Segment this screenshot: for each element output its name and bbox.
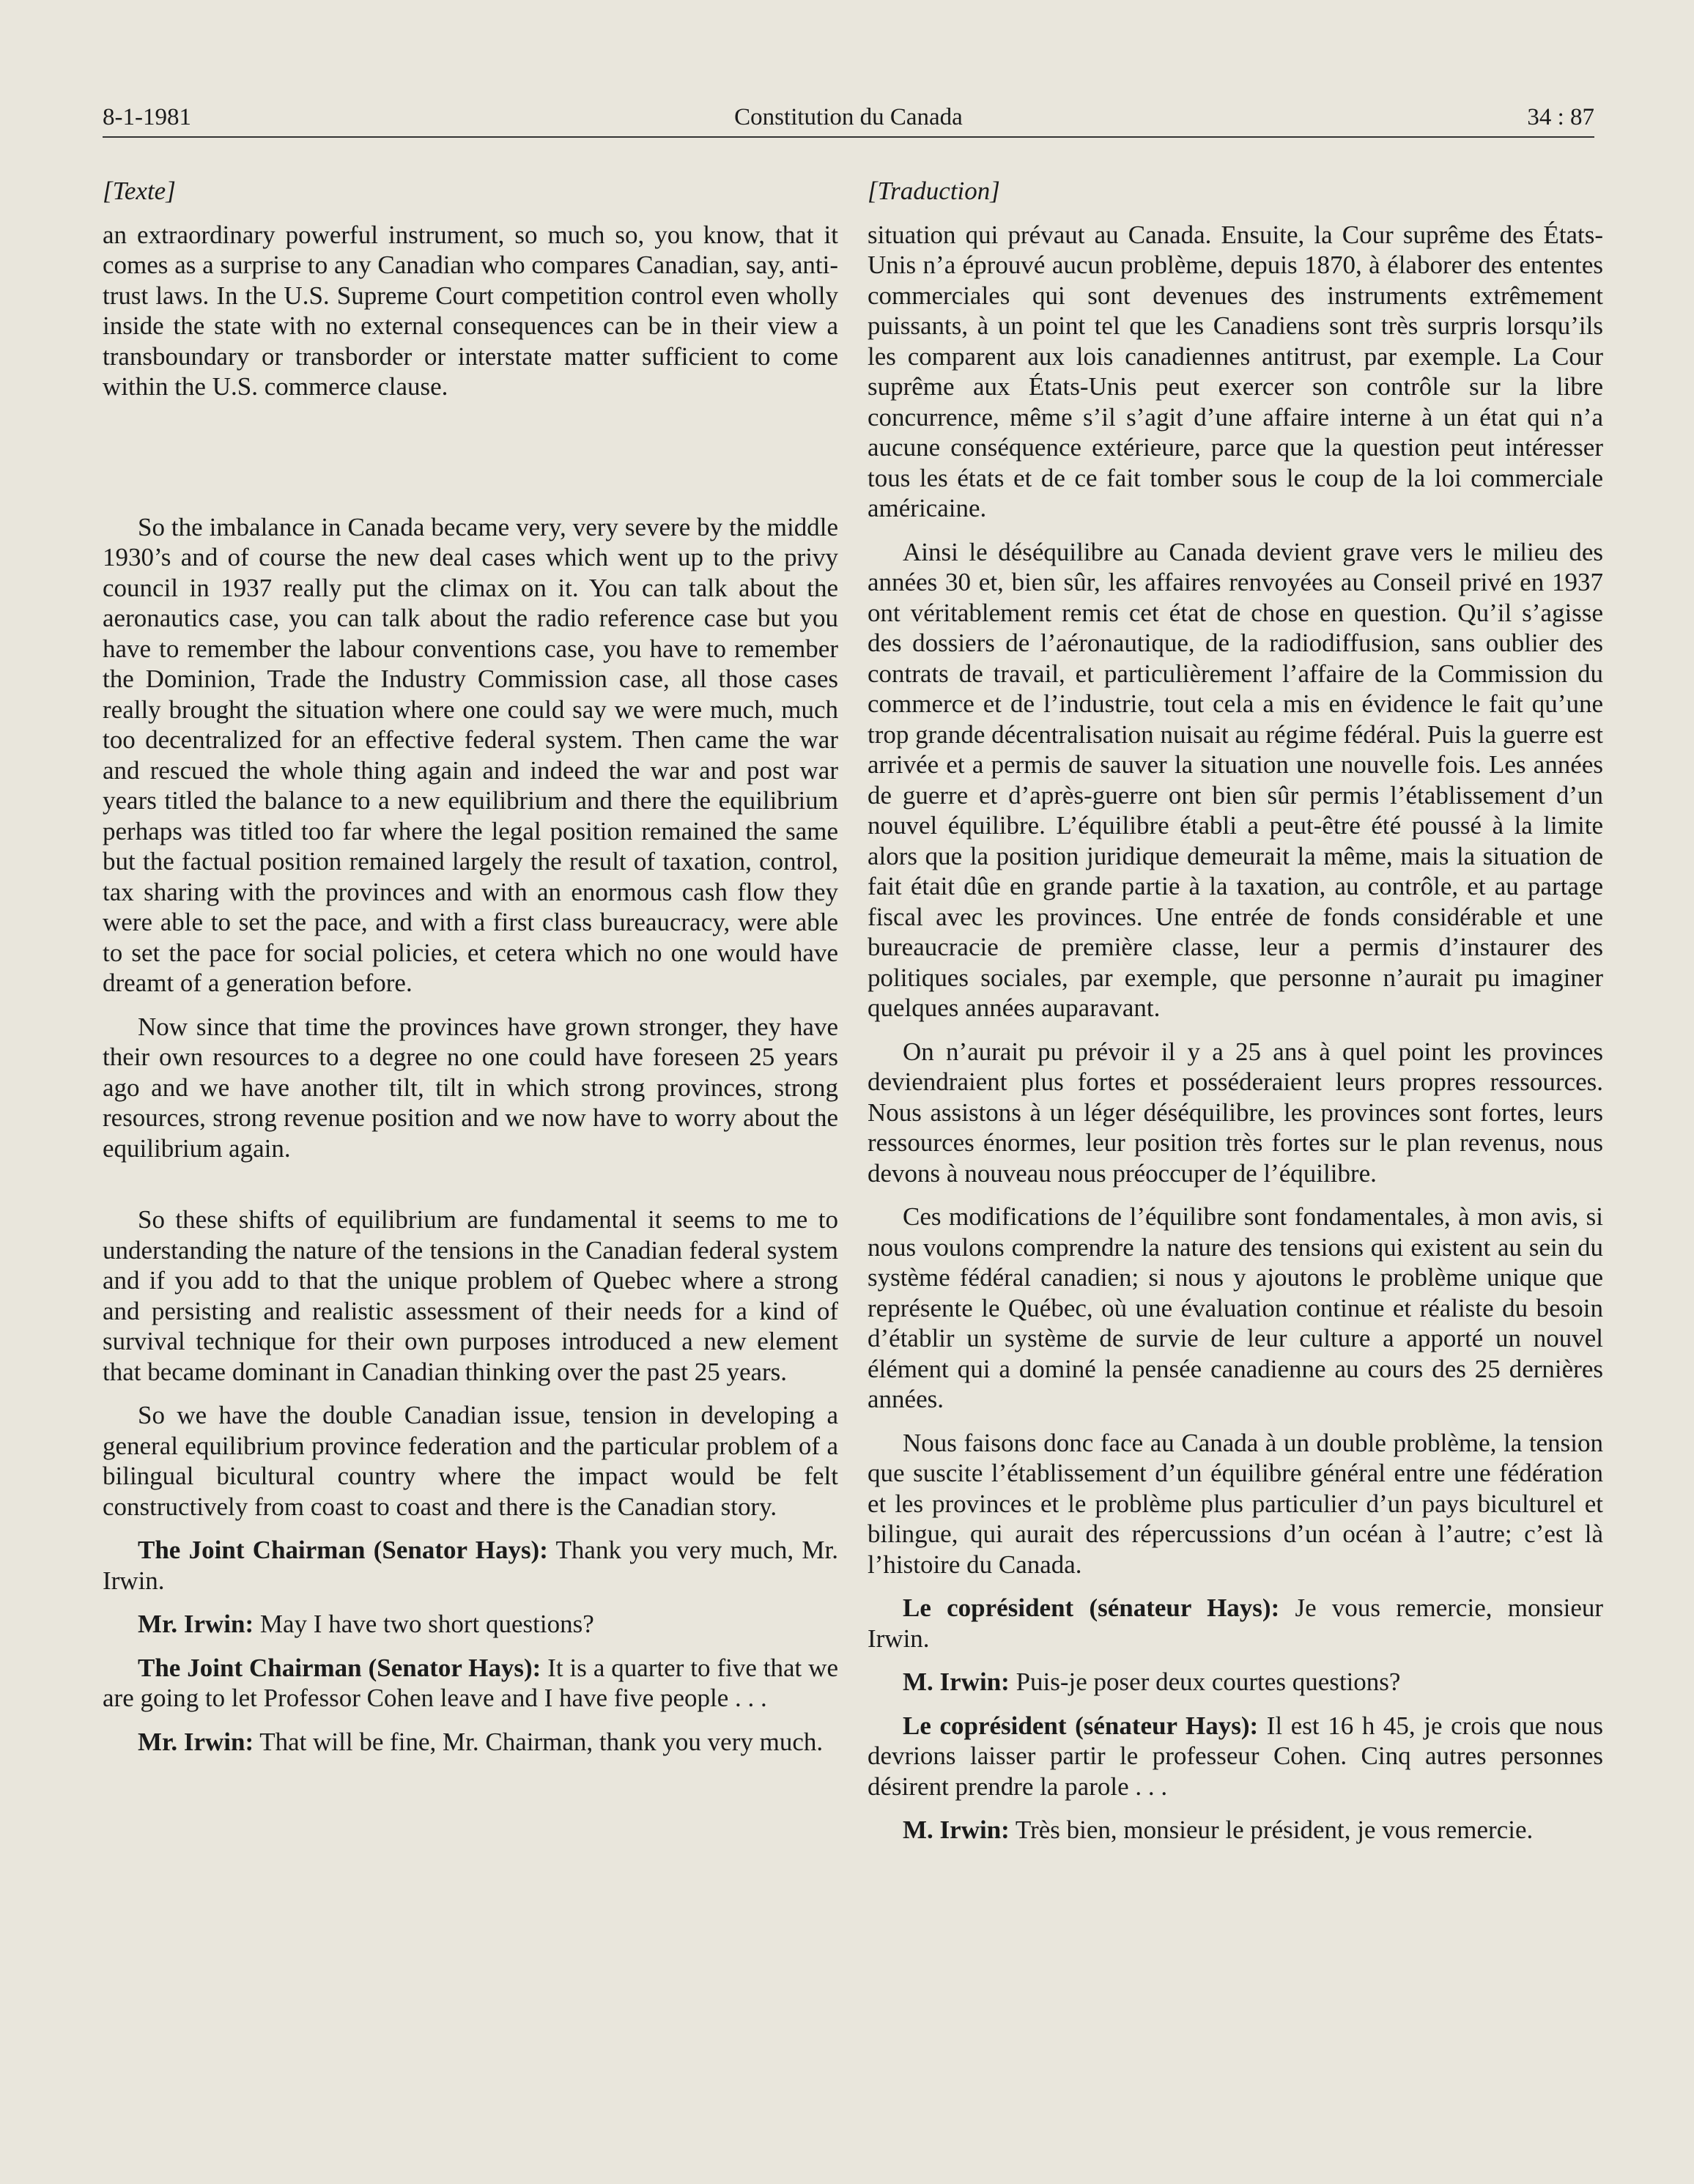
header-page-number: 34 : 87 xyxy=(1527,104,1594,130)
speaker-turn xyxy=(868,1711,1603,1802)
paragraph: Ainsi le déséquilibre au Canada devient grave vers le milieu des années 30 et, bien sûr, les affaires renvoyées au Conseil privé en 1937 ont véritablement remis cet état de chose en question. Qu’il s’agisse des dossiers de l’aéronautique, de la radiodiffusion, sans oublier des contrats de travail, et particulièrement l’affaire de la Commission du commerce et de l’industrie, tout cela a mis en évidence le fait qu’une trop grande décentralisation nuisait au régime fédéral. Puis la guerre est arrivée et a permis de sauver la situation une nouvelle fois. Les années de guerre et d’après-guerre ont bien sûr permis l’établissement d’un nouvel équilibre. L’équilibre établi a peut-être été poussé à la limite alors que la position juridique demeurait la même, mais la situation de fait était dûe en grande partie à la taxation, au contrôle, et au partage fiscal avec les provinces. Une entrée de fonds considérable et une bureaucracie de première classe, leur a permis d’instaurer des politiques sociales, par exemple, que personne n’aurait pu imaginer quelques années auparavant. xyxy=(868,537,1603,1022)
page-header xyxy=(103,104,1594,138)
speech-text: Très bien, monsieur le président, je vous remercie. xyxy=(1009,1815,1534,1844)
paragraph: On n’aurait pu prévoir il y a 25 ans à quel point les provinces deviendraient plus fortes et posséderaient leurs propres ressources. Nous assistons à un léger déséquilibre, les provinces sont fortes, leurs ressources énormes, leur position très fortes sur le plan revenus, nous devons à nouveau nous préoccuper de l’équilibre. xyxy=(868,1037,1603,1188)
paragraph: So we have the double Canadian issue, tension in developing a general equilibrium province federation and the particular problem of a bilingual bicultural country where the impact would be felt constructively from coast to coast and there is the Canadian story. xyxy=(103,1401,838,1521)
speaker-turn xyxy=(868,1667,1603,1698)
header-date: 8-1-1981 xyxy=(103,104,191,130)
speech-text: May I have two short questions? xyxy=(254,1610,594,1638)
header-title: Constitution du Canada xyxy=(734,104,963,130)
speaker-turn xyxy=(868,1593,1603,1654)
speaker-name: M. Irwin: xyxy=(903,1815,1010,1844)
speech-text: Je vous remercie, monsieur Irwin. xyxy=(868,1593,1604,1653)
speaker-name: The Joint Chairman (Senator Hays): xyxy=(138,1536,548,1564)
speech-text: That will be fine, Mr. Chairman, thank you very much. xyxy=(254,1727,824,1756)
paragraph: Nous faisons donc face au Canada à un double problème, la tension que suscite l’établissement d’un équilibre général entre une fédération et les provinces et le problème plus particulier d’un pays biculturel et bilingue, qui aurait des répercussions d’un océan à l’autre; c’est là l’histoire du Canada. xyxy=(868,1428,1603,1579)
speaker-turn xyxy=(103,1535,838,1596)
english-column xyxy=(103,176,838,1770)
speech-text: Thank you very much, Mr. Irwin. xyxy=(103,1536,838,1595)
speaker-name: The Joint Chairman (Senator Hays): xyxy=(138,1653,541,1682)
speaker-name: M. Irwin: xyxy=(903,1667,1010,1696)
speaker-name: Mr. Irwin: xyxy=(138,1610,254,1638)
speech-text: Puis-je poser deux courtes questions? xyxy=(1009,1667,1401,1696)
speaker-name: Mr. Irwin: xyxy=(138,1727,254,1756)
speaker-turn xyxy=(103,1609,838,1640)
paragraph: an extraordinary powerful instrument, so much so, you know, that it comes as a surprise to any Canadian who compares Canadian, say, anti-trust laws. In the U.S. Supreme Court competition control even wholly inside the state with no external consequences can be in their view a transboundary or transborder or interstate matter sufficient to come within the U.S. commerce clause. xyxy=(103,220,838,401)
section-tag: [Traduction] xyxy=(868,177,1000,205)
paragraph: Ces modifications de l’équilibre sont fondamentales, à mon avis, si nous voulons comprendre la nature des tensions qui existent au sein du système fédéral canadien; si nous y ajoutons le problème unique que représente le Québec, où une évaluation continue et réaliste du besoin d’établir un système de survie de leur culture a apporté un nouvel élément qui a dominé la pensée canadienne au cours des 25 dernières années. xyxy=(868,1202,1603,1413)
speaker-turn xyxy=(868,1815,1603,1846)
section-tag: [Texte] xyxy=(103,177,176,205)
speaker-turn xyxy=(103,1653,838,1714)
speaker-name: Le coprésident (sénateur Hays): xyxy=(903,1711,1259,1740)
speech-text: Il est 16 h 45, je crois que nous devrions laisser partir le professeur Cohen. Cinq autres personnes désirent prendre la parole . . . xyxy=(868,1711,1603,1801)
speech-text: It is a quarter to five that we are going to let Professor Cohen leave and I have five people . . . xyxy=(103,1653,838,1712)
speaker-name: Le coprésident (sénateur Hays): xyxy=(903,1593,1280,1622)
paragraph: So these shifts of equilibrium are fundamental it seems to me to understanding the nature of the tensions in the Canadian federal system and if you add to that the unique problem of Quebec where a strong and persisting and realistic assessment of their needs for a kind of survival technique for their own purposes introduced a new element that became dominant in Canadian thinking over the past 25 years. xyxy=(103,1205,838,1386)
paragraph: Now since that time the provinces have grown stronger, they have their own resources to a degree no one could have foreseen 25 years ago and we have another tilt, tilt in which strong provinces, strong resources, strong revenue position and we now have to worry about the equilibrium again. xyxy=(103,1012,838,1163)
speaker-turn xyxy=(103,1727,838,1758)
french-column xyxy=(868,176,1603,1859)
paragraph: So the imbalance in Canada became very, very severe by the middle 1930’s and of course the new deal cases which went up to the privy council in 1937 really put the climax on it. You can talk about the aeronautics case, you can talk about the radio reference case but you have to remember the labour conventions case, you have to remember the Dominion, Trade the Industry Commission case, all those cases really brought the situation where one could say we were much, much too decentralized for an effective federal system. Then came the war and rescued the whole thing again and indeed the war and post war years titled the balance to a new equilibrium and there the equilibrium perhaps was titled too far where the legal position remained the same but the factual position remained largely the result of taxation, control, tax sharing with the provinces and with an enormous cash flow they were able to set the pace, and with a first class bureaucracy, were able to set the pace for social policies, et cetera which no one would have dreamt of a generation before. xyxy=(103,512,838,997)
paragraph: situation qui prévaut au Canada. Ensuite, la Cour suprême des États-Unis n’a éprouvé aucun problème, depuis 1870, à élaborer des ententes commerciales qui sont devenues des instruments extrêmement puissants, à un point tel que les Canadiens sont très surpris lorsqu’ils les comparent aux lois canadiennes antitrust, par exemple. La Cour suprême aux États-Unis peut exercer son contrôle sur la libre concurrence, même s’il s’agit d’une affaire interne à un état qui n’a aucune conséquence extérieure, parce que la question peut intéresser tous les états et de ce fait tomber sous le coup de la loi commerciale américaine. xyxy=(868,220,1603,522)
